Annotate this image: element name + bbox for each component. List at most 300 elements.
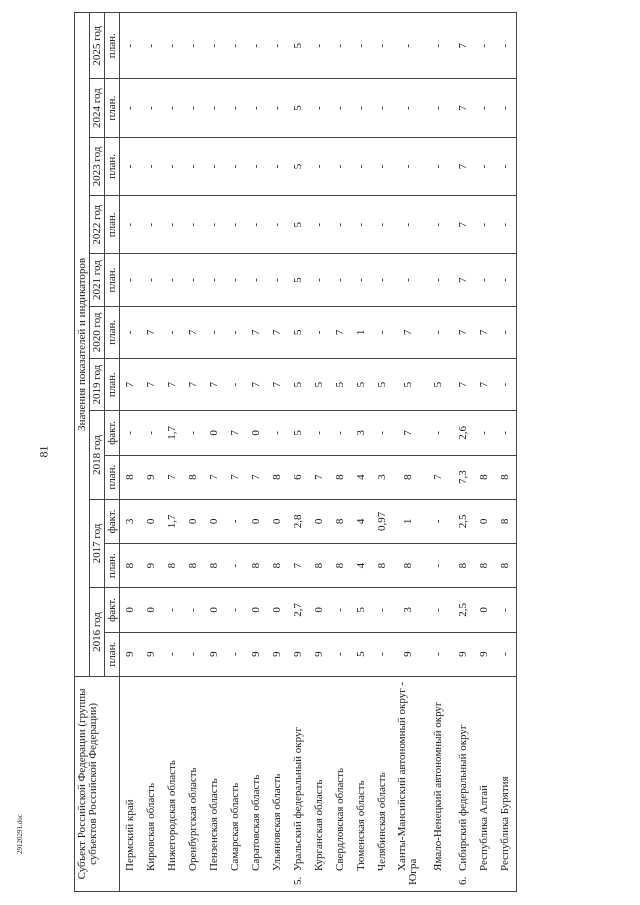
value-cell: - <box>372 306 393 358</box>
subject-name: Свердловская область <box>334 767 346 871</box>
table-row <box>225 13 246 892</box>
value-cell: - <box>495 306 517 358</box>
table-row <box>372 13 393 892</box>
value-cell: 7 <box>423 455 453 499</box>
value-cell: - <box>120 79 142 137</box>
value-cell: 1 <box>351 306 372 358</box>
value-cell: 7 <box>453 306 474 358</box>
value-cell: 7 <box>453 196 474 254</box>
value-cell: 7 <box>393 306 423 358</box>
value-cell: 2,7 <box>288 588 309 632</box>
value-cell: 7 <box>453 13 474 79</box>
value-cell: - <box>351 196 372 254</box>
table-row <box>495 13 517 892</box>
value-cell: - <box>141 79 162 137</box>
value-cell: - <box>246 137 267 195</box>
subject-name-cell <box>423 676 453 891</box>
value-cell: 3 <box>372 455 393 499</box>
value-cell: 8 <box>267 544 288 588</box>
value-cell: 9 <box>141 455 162 499</box>
value-cell: 9 <box>309 632 330 676</box>
value-cell: - <box>120 196 142 254</box>
value-cell: 7 <box>474 306 495 358</box>
value-cell: - <box>162 196 183 254</box>
value-cell: - <box>474 137 495 195</box>
value-cell: 9 <box>141 544 162 588</box>
subject-name-cell <box>495 676 517 891</box>
value-cell: 0,97 <box>372 499 393 543</box>
plan-header: план. <box>105 13 120 79</box>
value-cell: 6 <box>288 455 309 499</box>
value-cell: - <box>162 79 183 137</box>
value-cell: 7 <box>453 359 474 411</box>
subject-name-cell <box>330 676 351 891</box>
value-cell: - <box>423 254 453 306</box>
value-cell: - <box>423 588 453 632</box>
value-cell: 8 <box>474 544 495 588</box>
value-cell: 2,6 <box>453 411 474 455</box>
value-cell: - <box>309 306 330 358</box>
table-row <box>267 13 288 892</box>
value-cell: 7 <box>141 359 162 411</box>
value-cell: - <box>162 306 183 358</box>
indicators-table <box>74 12 517 892</box>
value-cell: 8 <box>393 544 423 588</box>
value-cell: 7 <box>474 359 495 411</box>
value-cell: 8 <box>120 455 142 499</box>
value-cell: 2,8 <box>288 499 309 543</box>
value-cell: 5 <box>351 359 372 411</box>
value-cell: 0 <box>246 411 267 455</box>
value-cell: - <box>183 254 204 306</box>
value-cell: - <box>141 137 162 195</box>
value-cell: 7 <box>225 455 246 499</box>
value-cell: 5 <box>288 254 309 306</box>
row-number: 6. <box>457 876 469 885</box>
value-cell: 8 <box>453 544 474 588</box>
value-cell: 7 <box>204 359 225 411</box>
value-cell: 7 <box>267 306 288 358</box>
subject-name-cell <box>225 676 246 891</box>
value-cell: 7 <box>183 359 204 411</box>
footer-file-name: 29120291.doc <box>16 814 24 854</box>
value-cell: - <box>330 411 351 455</box>
value-cell: - <box>246 254 267 306</box>
value-cell: - <box>204 13 225 79</box>
value-cell: 8 <box>204 544 225 588</box>
value-cell: 8 <box>495 544 517 588</box>
table-row <box>423 13 453 892</box>
value-cell: 4 <box>351 455 372 499</box>
year-2025-header: 2025 год <box>90 13 105 79</box>
plan-header: план. <box>105 359 120 411</box>
table-row <box>393 13 423 892</box>
value-cell: 0 <box>309 588 330 632</box>
value-cell: 8 <box>495 455 517 499</box>
value-cell: - <box>120 137 142 195</box>
table-row <box>246 13 267 892</box>
page-number: 81 <box>36 445 51 458</box>
value-cell: 8 <box>474 455 495 499</box>
value-cell: - <box>183 137 204 195</box>
value-cell: 3 <box>351 411 372 455</box>
value-cell: - <box>246 13 267 79</box>
value-cell: - <box>225 196 246 254</box>
subject-name-cell <box>183 676 204 891</box>
subject-name: Кировская область <box>145 782 157 871</box>
value-cell: - <box>495 137 517 195</box>
value-cell: - <box>330 588 351 632</box>
value-cell: - <box>141 254 162 306</box>
value-cell: - <box>183 79 204 137</box>
value-cell: - <box>351 137 372 195</box>
subject-name: Ямало-Ненецкий автономный округ <box>431 701 444 871</box>
value-cell: - <box>225 588 246 632</box>
value-cell: - <box>330 254 351 306</box>
value-cell: - <box>267 13 288 79</box>
value-cell: 7 <box>330 306 351 358</box>
value-cell: 5 <box>288 411 309 455</box>
table-row <box>330 13 351 892</box>
value-cell: - <box>330 632 351 676</box>
table-row <box>183 13 204 892</box>
value-cell: - <box>204 254 225 306</box>
table-row <box>204 13 225 892</box>
value-cell: 8 <box>330 499 351 543</box>
value-cell: 8 <box>330 544 351 588</box>
value-cell: - <box>225 254 246 306</box>
value-cell: 5 <box>288 13 309 79</box>
subject-name: Уральский федеральный округ <box>292 726 304 871</box>
value-cell: 5 <box>330 359 351 411</box>
table-row <box>453 13 474 892</box>
value-cell: 8 <box>246 544 267 588</box>
value-cell: 0 <box>141 588 162 632</box>
value-cell: 4 <box>351 499 372 543</box>
value-cell: - <box>162 13 183 79</box>
value-cell: 3 <box>120 499 142 543</box>
value-cell: 9 <box>267 632 288 676</box>
table-row <box>309 13 330 892</box>
value-cell: 5 <box>423 359 453 411</box>
value-cell: - <box>330 79 351 137</box>
subject-name: Пермский край <box>124 799 136 871</box>
value-cell: - <box>474 79 495 137</box>
value-cell: - <box>495 588 517 632</box>
subject-name: Республика Бурятия <box>499 776 511 871</box>
value-cell: - <box>372 588 393 632</box>
value-cell: 5 <box>393 359 423 411</box>
value-cell: - <box>162 588 183 632</box>
value-cell: 1,7 <box>162 499 183 543</box>
value-cell: 7,3 <box>453 455 474 499</box>
subject-name: Ульяновская область <box>271 773 283 871</box>
value-cell: - <box>423 13 453 79</box>
value-cell: 9 <box>393 632 423 676</box>
year-2022-header: 2022 год <box>90 196 105 254</box>
value-cell: 7 <box>309 455 330 499</box>
value-cell: - <box>204 79 225 137</box>
subject-name: Курганская область <box>313 779 325 871</box>
value-cell: - <box>204 137 225 195</box>
value-cell: - <box>423 544 453 588</box>
value-cell: - <box>309 79 330 137</box>
subject-name-cell <box>267 676 288 891</box>
value-cell: 0 <box>246 499 267 543</box>
value-cell: - <box>225 499 246 543</box>
value-cell: - <box>225 79 246 137</box>
value-cell: - <box>225 13 246 79</box>
plan-header: план. <box>105 79 120 137</box>
value-cell: 5 <box>372 359 393 411</box>
value-cell: - <box>225 544 246 588</box>
value-cell: - <box>204 196 225 254</box>
year-2019-header: 2019 год <box>90 359 105 411</box>
table-row <box>120 13 142 892</box>
value-cell: - <box>141 196 162 254</box>
value-cell: 9 <box>204 632 225 676</box>
value-cell: 0 <box>246 588 267 632</box>
value-cell: 8 <box>120 544 142 588</box>
value-cell: 7 <box>453 254 474 306</box>
value-cell: 5 <box>351 632 372 676</box>
table-row <box>288 13 309 892</box>
value-cell: - <box>372 79 393 137</box>
value-cell: - <box>309 13 330 79</box>
value-cell: 5 <box>309 359 330 411</box>
value-cell: - <box>330 196 351 254</box>
value-cell: - <box>495 359 517 411</box>
table-row <box>162 13 183 892</box>
value-cell: - <box>183 196 204 254</box>
subject-name: Тюменская область <box>355 780 367 871</box>
value-cell: 7 <box>120 359 142 411</box>
table-row <box>141 13 162 892</box>
value-cell: 0 <box>120 588 142 632</box>
value-cell: 7 <box>225 411 246 455</box>
value-cell: - <box>267 196 288 254</box>
value-cell: - <box>225 306 246 358</box>
value-cell: 8 <box>183 544 204 588</box>
value-cell: 7 <box>246 455 267 499</box>
value-cell: - <box>141 13 162 79</box>
value-cell: - <box>495 411 517 455</box>
subject-name-cell <box>204 676 225 891</box>
value-cell: - <box>495 13 517 79</box>
year-2023-header: 2023 год <box>90 137 105 195</box>
value-cell: - <box>120 254 142 306</box>
value-cell: 7 <box>183 306 204 358</box>
value-cell: - <box>225 359 246 411</box>
table-row <box>351 13 372 892</box>
rotated-table-container <box>74 12 624 892</box>
value-cell: 5 <box>351 588 372 632</box>
value-cell: 9 <box>120 632 142 676</box>
value-cell: - <box>474 13 495 79</box>
value-cell: - <box>495 79 517 137</box>
value-cell: - <box>495 254 517 306</box>
subject-name: Пензенская область <box>208 778 220 871</box>
subject-name: Нижегородская область <box>166 760 178 871</box>
value-cell: - <box>267 137 288 195</box>
row-number: 5. <box>292 876 304 885</box>
fact-header: факт. <box>105 411 120 455</box>
value-cell: - <box>474 411 495 455</box>
value-cell: - <box>372 13 393 79</box>
value-cell: - <box>162 254 183 306</box>
value-cell: - <box>372 411 393 455</box>
value-cell: 8 <box>495 499 517 543</box>
value-cell: - <box>423 137 453 195</box>
value-cell: - <box>309 137 330 195</box>
value-cell: - <box>351 13 372 79</box>
fact-header: факт. <box>105 499 120 543</box>
value-cell: - <box>423 79 453 137</box>
value-cell: - <box>423 306 453 358</box>
subject-name: Челябинская область <box>376 772 388 871</box>
year-2018-header: 2018 год <box>90 411 105 500</box>
value-cell: - <box>120 13 142 79</box>
value-cell: 7 <box>393 411 423 455</box>
value-cell: 7 <box>246 306 267 358</box>
value-cell: 0 <box>474 588 495 632</box>
value-cell: - <box>141 411 162 455</box>
value-cell: 7 <box>141 306 162 358</box>
year-2021-header: 2021 год <box>90 254 105 306</box>
year-2016-header: 2016 год <box>90 588 105 677</box>
value-cell: 3 <box>393 588 423 632</box>
value-cell: 1,7 <box>162 411 183 455</box>
plan-header: план. <box>105 544 120 588</box>
value-cell: - <box>204 306 225 358</box>
value-cell: 9 <box>288 632 309 676</box>
plan-header: план. <box>105 254 120 306</box>
subject-name-cell <box>120 676 142 891</box>
value-cell: - <box>267 254 288 306</box>
plan-header: план. <box>105 455 120 499</box>
subject-name-cell <box>288 676 309 891</box>
value-cell: 7 <box>288 544 309 588</box>
value-cell: 8 <box>183 455 204 499</box>
value-cell: 0 <box>204 411 225 455</box>
value-cell: - <box>495 196 517 254</box>
value-cell: - <box>393 254 423 306</box>
value-cell: - <box>162 137 183 195</box>
value-cell: 1 <box>393 499 423 543</box>
subject-name-cell <box>309 676 330 891</box>
value-cell: - <box>120 306 142 358</box>
value-cell: - <box>351 79 372 137</box>
plan-header: план. <box>105 137 120 195</box>
value-cell: - <box>423 411 453 455</box>
plan-header: план. <box>105 632 120 676</box>
value-cell: 8 <box>267 455 288 499</box>
subject-name: Оренбургская область <box>187 767 199 871</box>
value-cell: 5 <box>288 359 309 411</box>
value-cell: 8 <box>393 455 423 499</box>
subject-name-cell <box>246 676 267 891</box>
values-title: Значения показателей и индикаторов <box>75 13 90 677</box>
value-cell: - <box>423 196 453 254</box>
value-cell: - <box>183 588 204 632</box>
value-cell: 8 <box>330 455 351 499</box>
value-cell: 5 <box>288 306 309 358</box>
year-2024-header: 2024 год <box>90 79 105 137</box>
table-row <box>474 13 495 892</box>
subject-name-cell <box>162 676 183 891</box>
value-cell: 2,5 <box>453 588 474 632</box>
value-cell: 0 <box>267 499 288 543</box>
value-cell: - <box>120 411 142 455</box>
value-cell: - <box>246 196 267 254</box>
value-cell: 0 <box>183 499 204 543</box>
value-cell: 2,5 <box>453 499 474 543</box>
value-cell: - <box>183 411 204 455</box>
value-cell: - <box>393 79 423 137</box>
subject-name-cell <box>351 676 372 891</box>
value-cell: - <box>246 79 267 137</box>
value-cell: - <box>495 632 517 676</box>
subject-name: Сибирский федеральный округ <box>457 724 469 871</box>
value-cell: - <box>372 196 393 254</box>
value-cell: - <box>309 196 330 254</box>
value-cell: 9 <box>141 632 162 676</box>
value-cell: 8 <box>162 544 183 588</box>
value-cell: 7 <box>267 359 288 411</box>
table-body <box>120 13 517 892</box>
subject-name-cell <box>453 676 474 891</box>
value-cell: - <box>372 254 393 306</box>
subject-name-cell <box>141 676 162 891</box>
value-cell: 9 <box>246 632 267 676</box>
value-cell: 7 <box>453 137 474 195</box>
value-cell: 0 <box>309 499 330 543</box>
value-cell: 7 <box>204 455 225 499</box>
value-cell: 8 <box>372 544 393 588</box>
value-cell: - <box>372 137 393 195</box>
value-cell: 5 <box>288 79 309 137</box>
subject-column-header: Субъект Российской Федерации (группы субъектов Российской Федерации) <box>75 676 120 891</box>
value-cell: - <box>225 137 246 195</box>
value-cell: 7 <box>453 79 474 137</box>
value-cell: - <box>393 196 423 254</box>
value-cell: - <box>330 137 351 195</box>
value-cell: - <box>474 196 495 254</box>
subject-name-cell <box>393 676 423 891</box>
value-cell: 4 <box>351 544 372 588</box>
value-cell: - <box>330 13 351 79</box>
subject-name: Самарская область <box>229 782 241 871</box>
plan-header: план. <box>105 306 120 358</box>
value-cell: - <box>183 632 204 676</box>
value-cell: 9 <box>474 632 495 676</box>
value-cell: 8 <box>309 544 330 588</box>
value-cell: - <box>309 254 330 306</box>
value-cell: 0 <box>204 588 225 632</box>
value-cell: 7 <box>246 359 267 411</box>
value-cell: 9 <box>453 632 474 676</box>
subject-name: Ханты-Мансийский автономный округ - Югра <box>396 681 419 885</box>
value-cell: - <box>309 411 330 455</box>
value-cell: 0 <box>204 499 225 543</box>
value-cell: - <box>393 13 423 79</box>
value-cell: - <box>474 254 495 306</box>
subject-name: Республика Алтай <box>478 785 490 871</box>
value-cell: 5 <box>288 196 309 254</box>
value-cell: - <box>162 632 183 676</box>
value-cell: - <box>372 632 393 676</box>
value-cell: - <box>267 79 288 137</box>
